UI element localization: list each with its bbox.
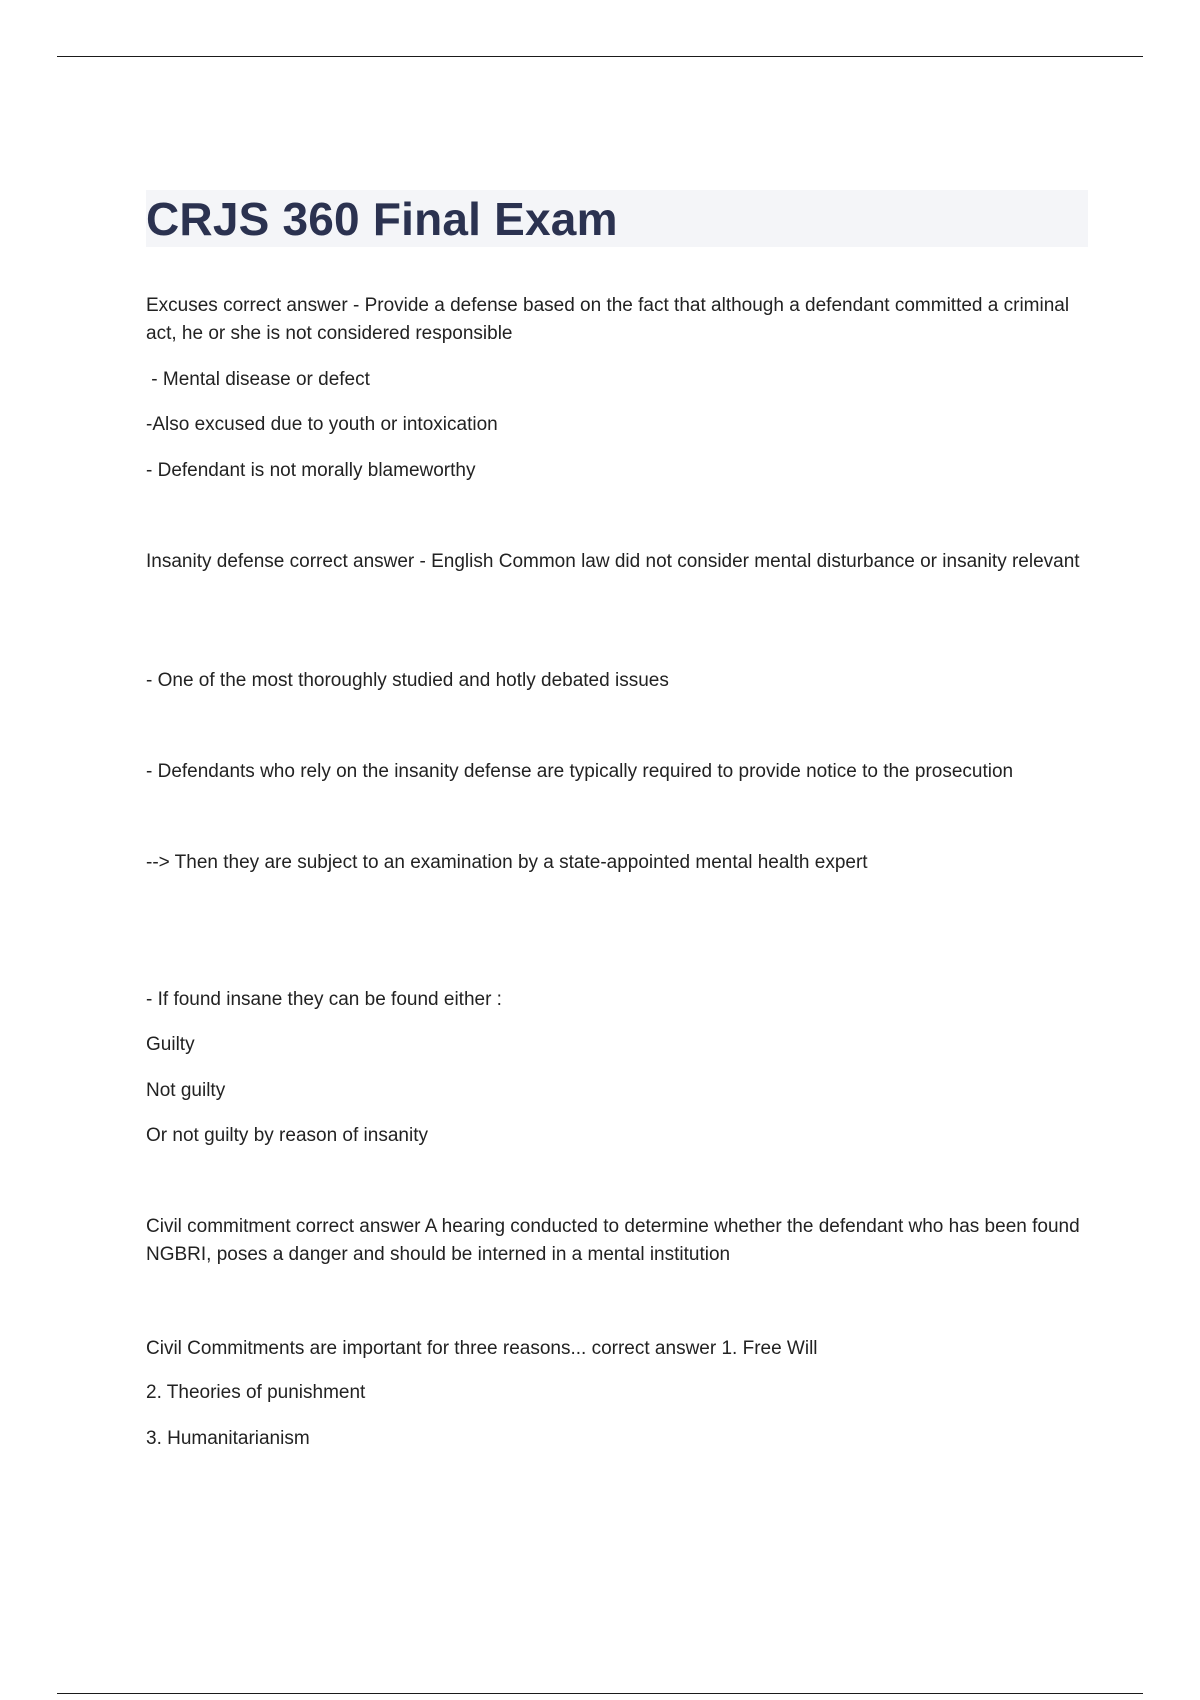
page-title: CRJS 360 Final Exam — [146, 193, 618, 245]
verdict-ngri: Or not guilty by reason of insanity — [146, 1125, 428, 1146]
excuses-point-youth-intoxication: -Also excused due to youth or intoxication — [146, 414, 498, 435]
insanity-point-verdicts-intro: - If found insane they can be found either : — [146, 989, 502, 1010]
reason-theories-of-punishment: 2. Theories of punishment — [146, 1382, 366, 1403]
reason-humanitarianism: 3. Humanitarianism — [146, 1428, 310, 1449]
insanity-point-debated: - One of the most thoroughly studied and hotly debated issues — [146, 670, 669, 691]
verdict-not-guilty: Not guilty — [146, 1080, 226, 1101]
civil-commitment-definition: Civil commitment correct answer A hearing conducted to determine whether the defendant who has been found NGBRI, poses a danger and should be interned in a mental institution — [146, 1216, 1080, 1265]
insanity-defense-definition: Insanity defense correct answer - English Common law did not consider mental disturbance or insanity relevant — [146, 551, 1080, 572]
insanity-point-examination: --> Then they are subject to an examination by a state-appointed mental health expert — [146, 852, 868, 873]
insanity-point-notice: - Defendants who rely on the insanity defense are typically required to provide notice to the prosecution — [146, 761, 1014, 782]
civil-commitment-reasons: Civil Commitments are important for three reasons... correct answer 1. Free Will — [146, 1338, 818, 1359]
excuses-definition: Excuses correct answer - Provide a defense based on the fact that although a defendant committed a criminal act, he or she is not considered responsible — [146, 295, 1070, 344]
page-bottom-rule — [57, 1693, 1143, 1694]
verdict-guilty: Guilty — [146, 1034, 195, 1055]
page-top-rule — [57, 56, 1143, 57]
excuses-point-not-blameworthy: - Defendant is not morally blameworthy — [146, 460, 476, 481]
excuses-point-mental-disease: - Mental disease or defect — [146, 369, 370, 390]
